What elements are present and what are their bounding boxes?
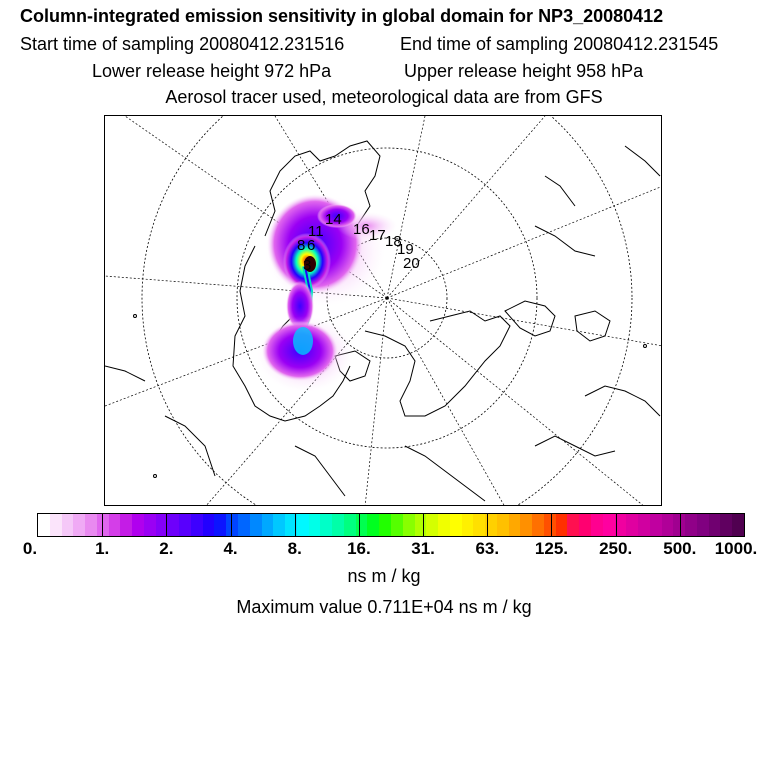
colorbar-segment	[120, 514, 132, 536]
track-label: 18	[385, 233, 402, 250]
colorbar-segment	[85, 514, 97, 536]
track-label: 8	[297, 237, 306, 254]
track-label: 3	[303, 257, 312, 274]
colorbar-segment	[309, 514, 321, 536]
colorbar-divider	[616, 514, 617, 536]
colorbar-segment	[685, 514, 697, 536]
colorbar-divider	[295, 514, 296, 536]
polar-map	[105, 116, 662, 506]
colorbar-divider	[680, 514, 681, 536]
track-label: 17	[369, 227, 386, 244]
tracer-info-label: Aerosol tracer used, meteorological data are from GFS	[165, 87, 603, 107]
colorbar-tick-label: 1000.	[714, 539, 758, 558]
track-label: 16	[353, 221, 370, 238]
colorbar-tick-label: 4.	[223, 539, 238, 558]
colorbar-segment	[179, 514, 191, 536]
polar-map-panel	[104, 115, 662, 506]
colorbar-tick-label: 125.	[534, 539, 568, 558]
colorbar-segment	[379, 514, 391, 536]
colorbar-segment	[38, 514, 50, 536]
colorbar-segment	[556, 514, 568, 536]
colorbar-segment	[144, 514, 156, 536]
colorbar-segment	[297, 514, 309, 536]
colorbar-segment	[626, 514, 638, 536]
colorbar-segment	[332, 514, 344, 536]
colorbar-divider	[102, 514, 103, 536]
colorbar-segment	[344, 514, 356, 536]
colorbar-segment	[415, 514, 427, 536]
end-time-label: End time of sampling 20080412.231545	[400, 34, 719, 54]
colorbar-segment	[167, 514, 179, 536]
colorbar-segment	[603, 514, 615, 536]
colorbar-segment	[438, 514, 450, 536]
colorbar-segment	[544, 514, 556, 536]
track-label: 11	[308, 223, 324, 240]
colorbar-tick-label: 8.	[287, 539, 302, 558]
colorbar-segment	[450, 514, 462, 536]
colorbar-segment	[132, 514, 144, 536]
colorbar-tick-label: 500.	[663, 539, 697, 558]
colorbar-segment	[497, 514, 509, 536]
colorbar-segment	[732, 514, 744, 536]
colorbar-segment	[697, 514, 709, 536]
colorbar-tick-label: 31.	[411, 539, 435, 558]
colorbar-segment	[567, 514, 579, 536]
track-label: 6	[307, 237, 316, 254]
colorbar-segment	[203, 514, 215, 536]
colorbar-segment	[320, 514, 332, 536]
colorbar-segment	[638, 514, 650, 536]
colorbar-segment	[109, 514, 121, 536]
colorbar-segment	[214, 514, 226, 536]
colorbar-tick-label: 0.	[22, 539, 38, 558]
colorbar-segment	[650, 514, 662, 536]
colorbar-segment	[73, 514, 85, 536]
colorbar-segment	[709, 514, 721, 536]
track-label: 19	[397, 241, 414, 258]
colorbar-tick-label: 63.	[475, 539, 500, 558]
colorbar-divider	[231, 514, 232, 536]
colorbar-segment	[532, 514, 544, 536]
track-label: 14	[325, 211, 342, 228]
colorbar-segment	[62, 514, 74, 536]
lower-release-height-label: Lower release height 972 hPa	[92, 61, 332, 81]
start-time-label: Start time of sampling 20080412.231516	[20, 34, 345, 54]
latitude-circles	[142, 116, 632, 506]
colorbar-segment	[720, 514, 732, 536]
colorbar-segment	[356, 514, 368, 536]
colorbar-segment	[391, 514, 403, 536]
colorbar-segment	[250, 514, 262, 536]
colorbar-segment	[226, 514, 238, 536]
colorbar-segment	[462, 514, 474, 536]
colorbar-segment	[238, 514, 250, 536]
colorbar-divider	[487, 514, 488, 536]
colorbar-segment	[662, 514, 674, 536]
colorbar-divider	[166, 514, 167, 536]
colorbar-segment	[591, 514, 603, 536]
colorbar-divider	[423, 514, 424, 536]
colorbar-segment	[367, 514, 379, 536]
colorbar-segment	[191, 514, 203, 536]
colorbar-tick-label: 16.	[347, 539, 371, 558]
colorbar-divider	[551, 514, 552, 536]
colorbar-tick-label: 1.	[95, 539, 110, 558]
colorbar-unit-label: ns m / kg	[347, 566, 421, 586]
colorbar-segment	[426, 514, 438, 536]
colorbar-tick-label: 2.	[159, 539, 174, 558]
colorbar-divider	[359, 514, 360, 536]
colorbar-segment	[520, 514, 532, 536]
map-title: Column-integrated emission sensitivity in global domain for NP3_20080412	[20, 6, 664, 26]
colorbar-segment	[273, 514, 285, 536]
upper-release-height-label: Upper release height 958 hPa	[404, 61, 644, 81]
colorbar-segment	[262, 514, 274, 536]
colorbar-segment	[473, 514, 485, 536]
colorbar-tick-label: 250.	[599, 539, 633, 558]
colorbar-segment	[403, 514, 415, 536]
track-label: 20	[403, 255, 420, 272]
colorbar-segment	[579, 514, 591, 536]
colorbar-segment	[50, 514, 62, 536]
maximum-value-label: Maximum value 0.711E+04 ns m / kg	[236, 597, 532, 617]
colorbar	[37, 513, 745, 537]
colorbar-segment	[509, 514, 521, 536]
coastlines	[105, 141, 660, 501]
